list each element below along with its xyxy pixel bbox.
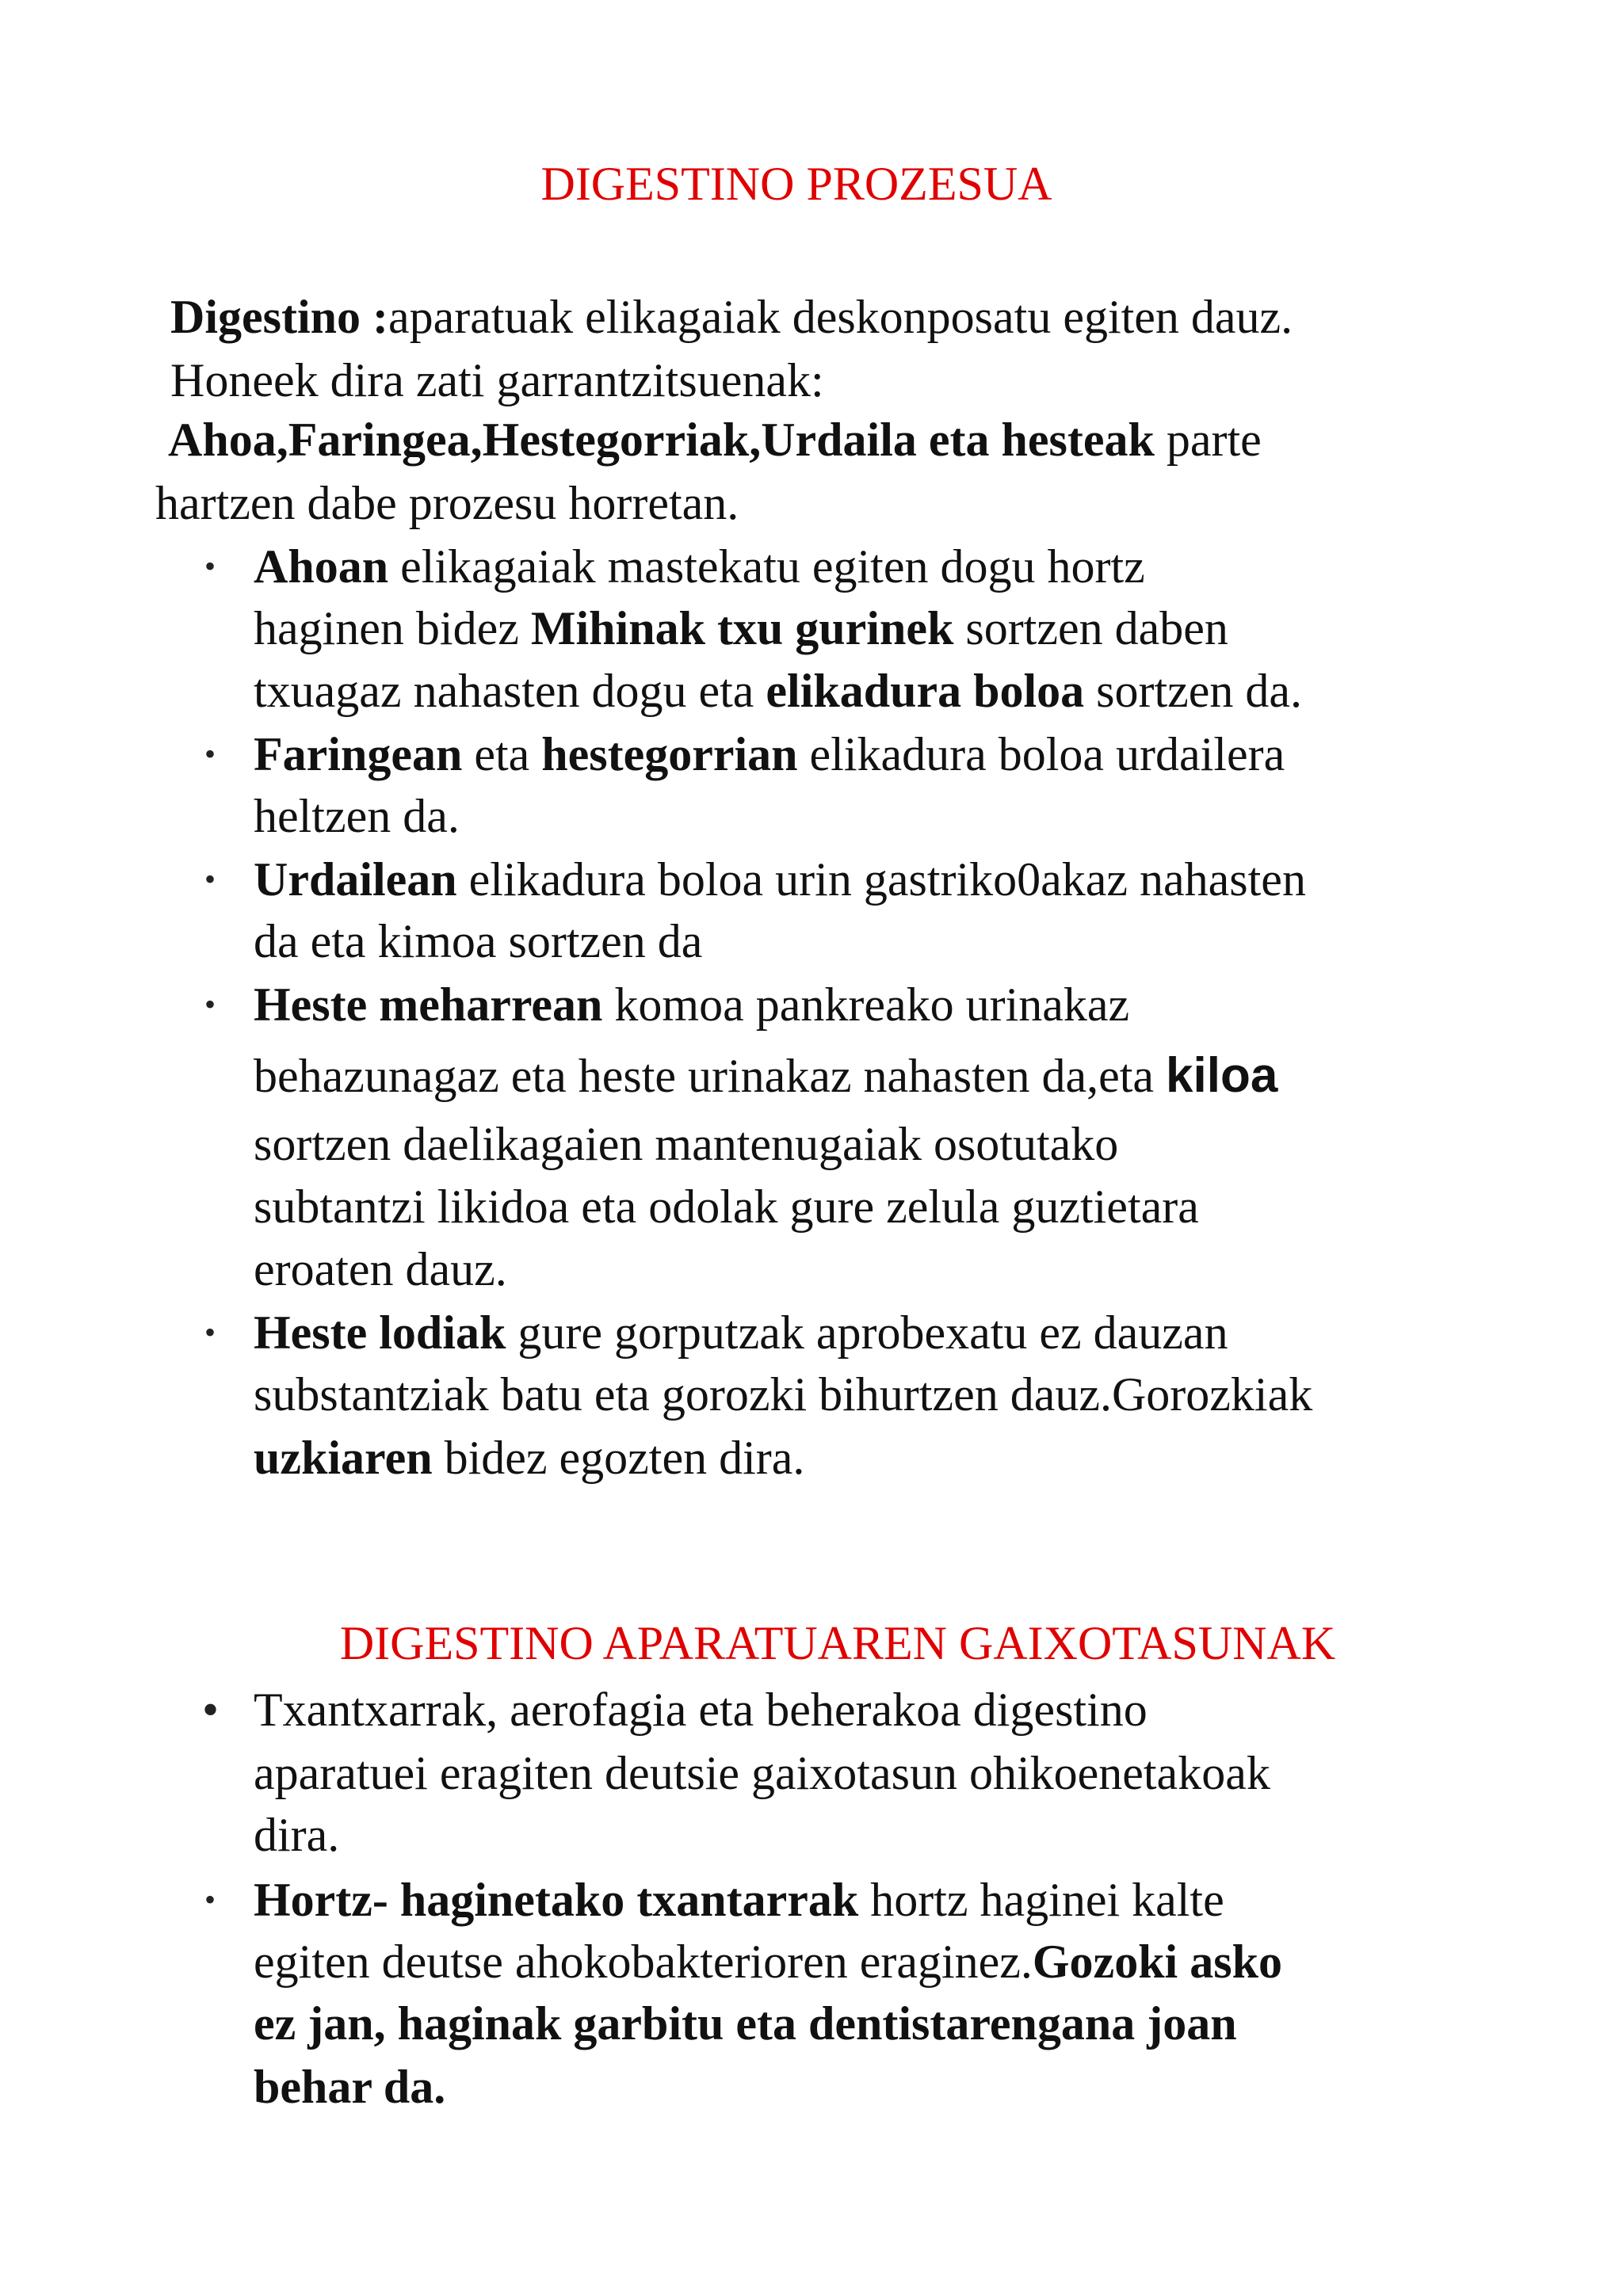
bullet-dot: • — [202, 1684, 220, 1736]
intro-term: Digestino : — [170, 291, 388, 343]
bullet-1-line-3: txuagaz nahasten dogu eta elikadura boloa sortzen da. — [254, 665, 1303, 717]
bullet-dot: • — [204, 1882, 216, 1917]
intro-line-2: Honeek dira zati garrantzitsuenak: — [170, 354, 824, 406]
s2-bullet-1-line-2: aparatuei eragiten deutsie gaixotasun ohikoenetakoak — [254, 1747, 1270, 1799]
bullet-5-line-3: uzkiaren bidez egozten dira. — [254, 1432, 805, 1484]
s2-bullet-2-line-2: egiten deutse ahokobakterioren eraginez.Gozoki asko — [254, 1936, 1282, 1988]
section-title-gaixotasunak: DIGESTINO APARATUAREN GAIXOTASUNAK — [339, 1617, 1336, 1669]
bullet-dot: • — [204, 986, 216, 1022]
bullet-2-line-2: heltzen da. — [254, 790, 460, 842]
s2-bullet-2-line-3: ez jan, haginak garbitu eta dentistarengana joan — [254, 1997, 1237, 2050]
bullet-5-line-1: Heste lodiak gure gorputzak aprobexatu ez dauzan — [254, 1306, 1228, 1359]
s2-bullet-1-line-3: dira. — [254, 1809, 340, 1861]
intro-line-3: Ahoa,Faringea,Hestegorriak,Urdaila eta hesteak parte — [168, 414, 1262, 466]
bullet-3-line-1: Urdailean elikadura boloa urin gastriko0akaz nahasten — [254, 853, 1306, 906]
bullet-dot: • — [204, 861, 216, 897]
bullet-4-line-5: eroaten dauz. — [254, 1243, 507, 1295]
bullet-1-line-2: haginen bidez Mihinak txu gurinek sortzen daben — [254, 602, 1228, 654]
bullet-4-line-4: subtantzi likidoa eta odolak gure zelula guztietara — [254, 1180, 1199, 1233]
bullet-dot: • — [204, 736, 216, 772]
bullet-4-line-2: behazunagaz eta heste urinakaz nahasten da,eta kiloa — [254, 1048, 1278, 1103]
intro-line-1: Digestino :aparatuak elikagaiak deskonposatu egiten dauz. — [170, 291, 1293, 343]
bullet-3-line-2: da eta kimoa sortzen da — [254, 915, 703, 967]
bullet-1-line-1: Ahoan elikagaiak mastekatu egiten dogu hortz — [254, 540, 1145, 593]
bullet-2-line-1: Faringean eta hestegorrian elikadura boloa urdailera — [254, 728, 1285, 780]
intro-line-4: hartzen dabe prozesu horretan. — [155, 477, 739, 529]
s2-bullet-2-line-1: Hortz- haginetako txantarrak hortz haginei kalte — [254, 1874, 1224, 1926]
bullet-4-line-1: Heste meharrean komoa pankreako urinakaz — [254, 978, 1130, 1031]
s2-bullet-2-line-4: behar da. — [254, 2061, 446, 2113]
bullet-5-line-2: substantziak batu eta gorozki bihurtzen dauz.Gorozkiak — [254, 1368, 1313, 1421]
section-title-digestino-prozesua: DIGESTINO PROZESUA — [540, 158, 1052, 210]
s2-bullet-1-line-1: Txantxarrak, aerofagia eta beherakoa digestino — [254, 1684, 1148, 1736]
bullet-4-line-3: sortzen daelikagaien mantenugaiak osotutako — [254, 1118, 1119, 1170]
bullet-dot: • — [204, 1314, 216, 1350]
bullet-dot: • — [204, 548, 216, 584]
